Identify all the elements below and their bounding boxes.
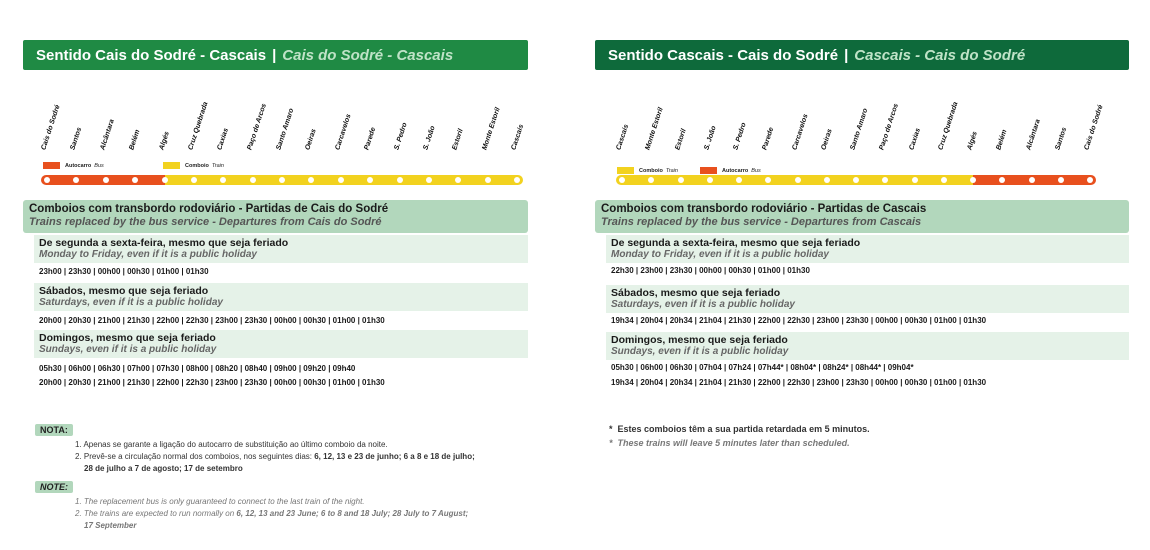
station [245,85,273,165]
station-dot [338,177,344,183]
legend-train-pt: Comboio [639,167,663,174]
note-2c: 17 September [84,521,137,530]
station-dot [1087,177,1093,183]
station-dot [795,177,801,183]
note-1: 1. The replacement bus is only guaranteed to connect to the last train of the night. [75,497,365,506]
station-label: Alcântara [1024,118,1042,151]
bus-swatch [700,167,717,174]
station-label: Santos [69,126,84,151]
station-label: Estoril [451,128,465,151]
station-label: S. Pedro [732,121,748,151]
station [304,85,331,165]
note-label: NOTE: [35,481,73,493]
station-label: Algés [966,130,979,151]
title-separator: | [272,46,277,64]
left-weekday-block [34,235,528,263]
legend-bus-en: Bus [751,167,761,174]
station [510,85,537,165]
right-sunday-block [606,332,1129,360]
station-label: Cruz Quebrada [187,101,210,151]
station-label: Santos [1054,126,1068,151]
station-dot [970,177,976,183]
station-dot [1058,177,1064,183]
weekday-label-pt: De segunda a sexta-feira, mesmo que seja feriado [39,237,289,249]
left-section-header [23,200,528,233]
right-title-en: Cascais - Cais do Sodré [854,46,1026,64]
station [187,85,214,165]
station-dot [619,177,625,183]
right-saturday-block [606,285,1129,313]
asterisk-note-pt: * Estes comboios têm a sua partida retardada em 5 minutos. [609,424,870,434]
station [907,85,935,165]
station-label: Estoril [673,128,688,151]
station-label: Oeiras [820,128,834,151]
station-dot [162,177,168,183]
right-legend-bus [700,167,761,174]
station-label: Monte Estoril [480,106,502,151]
legend-bus-en: Bus [94,162,104,169]
station [69,85,96,165]
station [392,85,420,165]
station-dot [941,177,947,183]
sunday-label-en: Sundays, even if it is a public holiday [39,344,217,355]
station [673,85,701,165]
right-weekday-times: 22h30 | 23h00 | 23h30 | 00h00 | 00h30 | 01h00 | 01h30 [611,266,810,275]
nota-2a: 2. Prevê-se a circulação normal dos comboios, nos seguintes dias: [75,452,315,461]
saturday-label-pt: Sábados, mesmo que seja feriado [39,285,209,297]
nota-1: 1. Apenas se garante a ligação do autocarro de substituição ao último comboio da noite. [75,440,388,449]
station-dot [1029,177,1035,183]
legend-train-pt: Comboio [185,162,209,169]
right-title-pt: Sentido Cascais - Cais do Sodré [608,46,839,64]
station-dot [514,177,520,183]
weekday-label-en: Monday to Friday, even if it is a public holiday [39,249,257,260]
right-sunday-times-evening: 19h34 | 20h04 | 20h34 | 21h04 | 21h30 | 22h00 | 22h30 | 23h00 | 23h30 | 00h00 | 00h30 | 01h00 | 01h30 [611,378,987,387]
weekday-label-pt: De segunda a sexta-feira, mesmo que seja feriado [611,237,861,249]
station-label: Paço de Arcos [878,102,901,151]
station [644,85,671,165]
station-label: S. João [422,125,437,151]
note-2 [75,508,535,520]
station-dot [678,177,684,183]
station-label: Cruz Quebrada [937,101,960,151]
bus-track-segment [973,175,1096,185]
station [790,85,818,165]
station [334,85,361,165]
station-label: Santo Amaro [849,107,870,151]
left-saturday-times: 20h00 | 20h30 | 21h00 | 21h30 | 22h00 | 22h30 | 23h00 | 23h30 | 00h00 | 00h30 | 01h00 | 01h30 [39,316,385,325]
station [1054,85,1081,165]
bus-swatch [43,162,60,169]
left-title-pt: Sentido Cais do Sodré - Cascais [36,46,267,64]
station-label: Cais do Sodré [1083,104,1105,151]
station-dot [485,177,491,183]
station-label: Cais do Sodré [40,104,62,151]
right-section-header [595,200,1129,233]
station-label: Cascais [510,123,526,151]
station-label: Monte Estoril [644,106,665,151]
station [363,85,390,165]
station-label: Cascais [615,123,631,151]
station-dot [397,177,403,183]
left-legend-bus [43,162,104,169]
right-asterisk-notes [609,422,870,450]
station-dot [103,177,109,183]
train-swatch [617,167,634,174]
station [820,85,847,165]
station [995,85,1022,165]
left-sunday-times-evening: 20h00 | 20h30 | 21h00 | 21h30 | 22h00 | 22h30 | 23h00 | 23h30 | 00h00 | 00h30 | 01h00 | 01h30 [39,378,385,387]
station-label: Belém [128,128,142,151]
station [157,85,185,165]
station-dot [426,177,432,183]
asterisk-note-en: * These trains will leave 5 minutes later than scheduled. [609,438,850,448]
station [451,85,478,165]
legend-bus-pt: Autocarro [65,162,92,169]
station-label: Caxias [216,127,231,151]
station-label: Carcavelos [790,113,810,151]
station [703,85,730,165]
station [937,85,964,165]
nota-2b: 6, 12, 13 e 23 de junho; 6 a 8 e 18 de julho; [314,452,475,461]
station-dot [191,177,197,183]
section-title-pt: Comboios com transbordo rodoviário - Partidas de Cascais [601,203,927,215]
saturday-label-pt: Sábados, mesmo que seja feriado [611,287,781,299]
nota-2c: 28 de julho a 7 de agosto; 17 de setembro [84,464,243,473]
left-saturday-block [34,283,528,311]
legend-bus-pt: Autocarro [722,167,749,174]
station-label: Paço de Arcos [245,102,268,151]
nota-label: NOTA: [35,424,73,436]
station [1024,85,1052,165]
sunday-label-pt: Domingos, mesmo que seja feriado [39,332,216,344]
legend-train-en: Train [665,167,678,174]
station [615,85,642,165]
station-label: Oeiras [304,128,319,151]
weekday-label-en: Monday to Friday, even if it is a public holiday [611,249,829,260]
station-dot [279,177,285,183]
station-dot [912,177,918,183]
station-label: Caxias [907,127,922,151]
station-dot [824,177,830,183]
station [99,85,126,165]
station [40,85,67,165]
station [275,85,302,165]
station-dot [250,177,256,183]
station-label: Parede [761,126,776,151]
section-title-pt: Comboios com transbordo rodoviário - Partidas de Cais do Sodré [29,203,389,215]
left-legend-train [163,162,224,169]
nota-2 [75,451,535,463]
station-label: Parede [363,126,378,151]
right-weekday-block [606,235,1129,263]
station-label: Alcântara [99,118,116,151]
station-dot [853,177,859,183]
note-2a: 2. The trains are expected to run normally on [75,509,237,518]
section-title-en: Trains replaced by the bus service - Departures from Cascais [601,216,922,228]
station [216,85,243,165]
left-sunday-block [34,330,528,358]
station [128,85,155,165]
left-notes [35,420,535,532]
sunday-label-en: Sundays, even if it is a public holiday [611,346,789,357]
station [966,85,993,165]
legend-train-en: Train [211,162,224,169]
saturday-label-en: Saturdays, even if it is a public holiday [611,299,795,310]
right-legend-train [617,167,678,174]
right-sunday-times-morning: 05h30 | 06h00 | 06h30 | 07h04 | 07h24 | 07h44* | 08h04* | 08h24* | 08h44* | 09h04* [611,363,914,372]
station-label: S. Pedro [392,121,409,151]
station-label: Santo Amaro [275,107,296,151]
station [849,85,876,165]
station-label: Belém [995,128,1009,151]
station-label: Algés [157,130,171,151]
title-separator: | [844,46,849,64]
station-label: S. João [703,125,718,151]
section-title-en: Trains replaced by the bus service - Departures from Cais do Sodré [29,216,382,228]
left-title-en: Cais do Sodré - Cascais [282,46,454,64]
station [761,85,788,165]
note-2b: 6, 12, 13 and 23 June; 6 to 8 and 18 July; 28 July to 7 August; [236,509,469,518]
station [1083,85,1110,165]
station-dot [736,177,742,183]
right-title-bar [595,40,1129,70]
saturday-label-en: Saturdays, even if it is a public holiday [39,297,223,308]
train-track-segment [165,175,524,185]
station-dot [707,177,713,183]
left-sunday-times-morning: 05h30 | 06h00 | 06h30 | 07h00 | 07h30 | 08h00 | 08h20 | 08h40 | 09h00 | 09h20 | 09h40 [39,364,356,373]
station [422,85,449,165]
sunday-label-pt: Domingos, mesmo que seja feriado [611,334,788,346]
right-line-diagram [595,85,1129,180]
left-weekday-times: 23h00 | 23h30 | 00h00 | 00h30 | 01h00 | 01h30 [39,267,209,276]
right-panel [595,40,1129,448]
station-label: Carcavelos [334,113,353,151]
left-title-bar [23,40,528,70]
station [732,85,759,165]
station [480,85,508,165]
station-dot [44,177,50,183]
right-saturday-times: 19h34 | 20h04 | 20h34 | 21h04 | 21h30 | 22h00 | 22h30 | 23h00 | 23h30 | 00h00 | 00h30 | 01h00 | 01h30 [611,316,987,325]
train-swatch [163,162,180,169]
station [878,85,905,165]
left-panel [23,40,528,387]
